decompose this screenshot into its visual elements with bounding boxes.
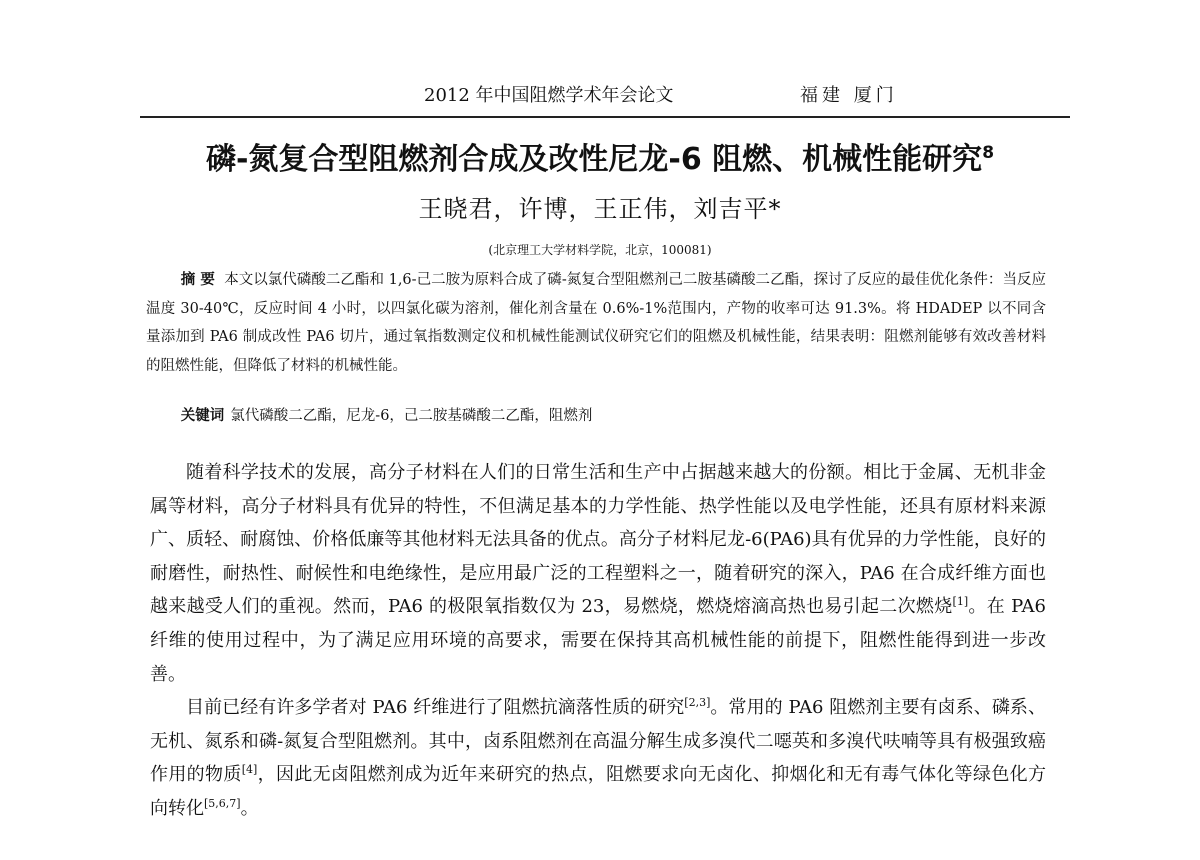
citation-1: [1] [952, 595, 969, 609]
body-p2-text-d: 。 [240, 797, 259, 819]
body-p1-text-b: 。在 PA6 纤维的使用过程中，为了满足应用环境的高要求，需要在保持其高机械性能的前提下，阻燃性能得到进一步改善。 [150, 596, 1046, 685]
paper-title-text: 磷-氮复合型阻燃剂合成及改性尼龙-6 阻燃、机械性能研究 [205, 142, 983, 177]
abstract [146, 266, 1046, 380]
body-paragraph-1 [150, 456, 1046, 691]
body-text [150, 456, 1046, 826]
citation-2-3: [2,3] [684, 696, 711, 710]
keywords-text: 氯代磷酸二乙酯，尼龙-6，己二胺基磷酸二乙酯，阻燃剂 [230, 408, 593, 424]
body-p2-text-b: 。常用的 PA6 阻燃剂主要有卤系、磷系、无机、氮系和磷-氮复合型阻燃剂。其中，卤系阻燃剂在高温分解生成多溴代二噁英和多溴代呋喃等具有极强致癌作用的物质 [150, 697, 1046, 786]
body-p2-text-a: 目前已经有许多学者对 PA6 纤维进行了阻燃抗滴落性质的研究 [186, 697, 685, 719]
conference-location: 福建 厦门 [800, 85, 898, 106]
body-p1-text-a: 随着科学技术的发展，高分子材料在人们的日常生活和生产中占据越来越大的份额。相比于金属、无机非金属等材料，高分子材料具有优异的特性，不但满足基本的力学性能、热学性能以及电学性能，还具有原材料来源广、质轻、耐腐蚀、价格低廉等其他材料无法具备的优点。高分子材料尼龙-6(PA6)具有优异的力学性能，良好的耐磨性，耐热性、耐候性和电绝缘性，是应用最广泛的工程塑料之一，随着研究的深入，PA6 在合成纤维方面也越来越受人们的重视。然而，PA6 的极限氧指数仅为 23，易燃烧，燃烧熔滴高热也易引起二次燃烧 [150, 462, 1046, 618]
keywords-label: 关键词 [180, 408, 225, 424]
conference-name: 2012 年中国阻燃学术年会论文 [424, 85, 674, 106]
abstract-label: 摘 要 [180, 272, 215, 288]
body-paragraph-2 [150, 691, 1046, 825]
title-footnote-mark: 8 [982, 143, 995, 163]
paper-title [0, 140, 1200, 180]
keywords [146, 402, 1046, 430]
citation-5-6-7: [5,6,7] [204, 796, 241, 810]
affiliation: (北京理工大学材料学院，北京，100081) [488, 243, 712, 257]
abstract-text: 本文以氯代磷酸二乙酯和 1,6-己二胺为原料合成了磷-氮复合型阻燃剂己二胺基磷酸二乙酯，探讨了反应的最佳优化条件：当反应温度 30-40℃，反应时间 4 小时，以四氯化碳为溶剂，催化剂含量在 0.6%-1%范围内，产物的收率可达 91.3%。将 HDADEP 以不同含量添加到 PA6 制成改性 PA6 切片，通过氧指数测定仪和机械性能测试仪研究它们的阻燃及机械性能，结果表明：阻燃剂能够有效改善材料的阻燃性能，但降低了材料的机械性能。 [146, 272, 1046, 374]
running-header [140, 78, 1070, 118]
author-list: 王晓君，许博，王正伟，刘吉平* [418, 195, 782, 223]
body-p2-text-c: ，因此无卤阻燃剂成为近年来研究的热点，阻燃要求向无卤化、抑烟化和无有毒气体化等绿色化方向转化 [150, 764, 1047, 819]
citation-4: [4] [241, 763, 258, 777]
